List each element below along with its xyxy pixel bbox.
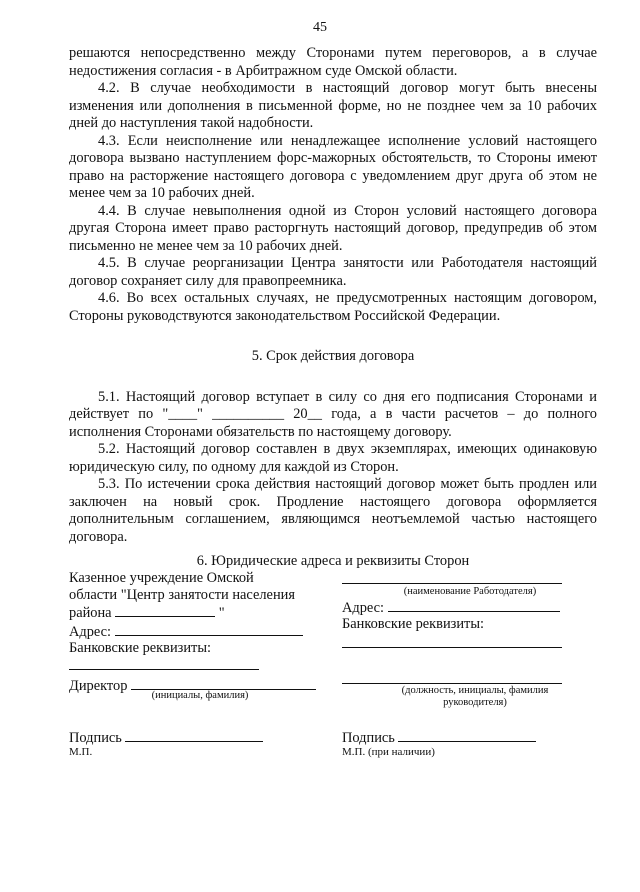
left-party-block [69,570,319,657]
right-position-caption-2: руководителя) [443,697,507,708]
paragraph-4-3: 4.3. Если неисполнение или ненадлежащее исполнение условий настоящего договора вызвано наступлением форс-мажорных обстоятельств, то Стороны имеют право на расторжение настоящего договора с уведомлением друг друга об этом не менее чем за 10 рабочих дней. [69,132,597,201]
document-body [69,45,597,571]
left-stamp-label: М.П. [69,746,93,758]
right-signature-field[interactable] [398,728,536,742]
right-bank-label: Банковские реквизиты: [342,616,484,632]
section-6-heading: 6. Юридические адреса и реквизиты Сторон [196,553,470,569]
paragraph-4-1-continued: решаются непосредственно между Сторонами путем переговоров, а в случае недостижения согласия - в Арбитражном суде Омской области. [69,45,597,79]
left-signature-label: Подпись [69,730,122,746]
paragraph-4-6: 4.6. Во всех остальных случаях, не предусмотренных настоящим договором, Стороны руководствуются законодательством Российской Федерации. [69,290,597,324]
left-bank-field[interactable] [69,656,259,670]
right-address-row [342,598,560,617]
paragraph-4-4: 4.4. В случае невыполнения одной из Сторон условий настоящего договора другая Сторона имеет право расторгнуть настоящий договор, предупредив об этом письменно не менее чем за 10 рабочих дней. [69,202,597,254]
left-org-line-1: Казенное учреждение Омской [69,570,254,586]
paragraph-4-5: 4.5. В случае реорганизации Центра занятости или Работодателя настоящий договор сохраняет силу для правопреемника. [69,255,597,289]
left-bank-label: Банковские реквизиты: [69,640,211,656]
section-5-heading: 5. Срок действия договора [251,348,415,364]
right-position-caption-1: (должность, инициалы, фамилия [401,685,549,696]
right-employer-caption: (наименование Работодателя) [403,586,537,597]
paragraph-5-1: 5.1. Настоящий договор вступает в силу со дня его подписания Сторонами и действует по "____" __________ 20__ года, а в части расчетов – до полного исполнения Сторонами обязательств по настоящему договору. [69,388,597,440]
paragraph-5-3: 5.3. По истечении срока действия настоящий договор может быть продлен или заключен на новый срок. Продление настоящего договора оформляется дополнительным соглашением, являющимся неотъемлемой частью настоящего договора. [69,476,597,545]
right-address-field[interactable] [388,598,560,612]
left-director-caption: (инициалы, фамилия) [151,690,249,701]
left-director-label: Директор [69,678,128,694]
left-address-label: Адрес: [69,623,112,640]
right-employer-field[interactable] [342,570,562,584]
right-address-label: Адрес: [342,600,385,616]
right-bank-field[interactable] [342,634,562,648]
left-address-field[interactable] [115,622,303,636]
left-org-line-2: области "Центр занятости населения [69,586,295,603]
page-number: 45 [313,20,327,35]
left-signature-field[interactable] [125,728,263,742]
left-signature-row [69,728,263,747]
paragraph-4-2: 4.2. В случае необходимости в настоящий договор могут быть внесены изменения или дополнения в письменной форме, но не позднее чем за 10 рабочих дней до наступления такой надобности. [69,80,597,131]
left-director-field[interactable] [131,676,316,690]
left-address-row [69,622,319,641]
right-signature-label: Подпись [342,730,395,746]
paragraph-5-2: 5.2. Настоящий договор составлен в двух экземплярах, имеющих одинаковую юридическую силу, по одному для каждой из Сторон. [69,441,597,475]
left-org-line-3: района " [69,605,225,621]
right-position-field[interactable] [342,670,562,684]
right-stamp-label: М.П. (при наличии) [342,746,435,758]
